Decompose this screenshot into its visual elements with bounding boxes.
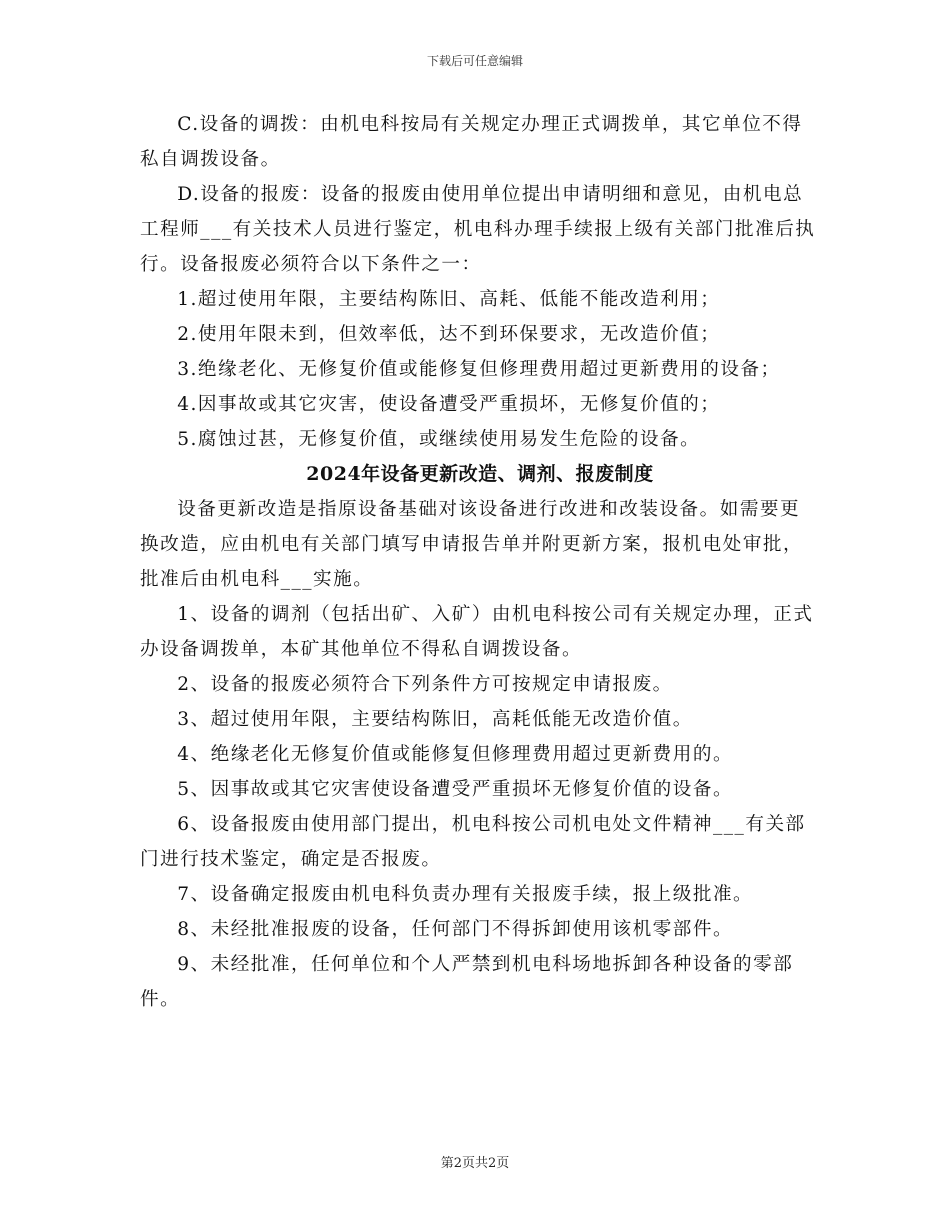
page-header: 下载后可任意编辑: [426, 54, 523, 68]
paragraph-equipment-transfer: C.设备的调拨：由机电科按局有关规定办理正式调拨单，其它单位不得私自调拨设备。: [140, 114, 803, 170]
scrap-condition-5: 5.腐蚀过甚，无修复价值，或继续使用易发生危险的设备。: [177, 429, 701, 450]
rule-item-4: 4、绝缘老化无修复价值或能修复但修理费用超过更新费用的。: [177, 744, 734, 765]
rule-item-9: 9、未经批准，任何单位和个人严禁到机电科场地拆卸各种设备的零部件。: [140, 954, 794, 1010]
rule-item-2: 2、设备的报废必须符合下列条件方可按规定申请报废。: [177, 674, 673, 695]
rule-item-6: 6、设备报废由使用部门提出，机电科按公司机电处文件精神___有关部门进行技术鉴定，确定是否报废。: [140, 814, 806, 870]
rule-item-5: 5、因事故或其它灾害使设备遭受严重损坏无修复价值的设备。: [177, 779, 734, 800]
rule-item-3: 3、超过使用年限，主要结构陈旧，高耗低能无改造价值。: [177, 709, 693, 730]
scrap-condition-3: 3.绝缘老化、无修复价值或能修复但修理费用超过更新费用的设备；: [177, 359, 781, 380]
rule-item-8: 8、未经批准报废的设备，任何部门不得拆卸使用该机零部件。: [177, 919, 734, 940]
section-title: 2024年设备更新改造、调剂、报废制度: [306, 463, 654, 485]
paragraph-equipment-scrap: D.设备的报废：设备的报废由使用单位提出申请明细和意见，由机电总工程师___有关技术人员进行鉴定，机电科办理手续报上级有关部门批准后执行。设备报废必须符合以下条件之一：: [140, 184, 816, 275]
scrap-condition-1: 1.超过使用年限，主要结构陈旧、高耗、低能不能改造利用；: [177, 289, 721, 310]
rule-item-7: 7、设备确定报废由机电科负责办理有关报废手续，报上级批准。: [177, 884, 754, 905]
document-body: [140, 107, 820, 1017]
scrap-condition-2: 2.使用年限未到，但效率低，达不到环保要求，无改造价值；: [177, 324, 721, 345]
scrap-condition-4: 4.因事故或其它灾害，使设备遭受严重损坏，无修复价值的；: [177, 394, 721, 415]
rule-item-1: 1、设备的调剂（包括出矿、入矿）由机电科按公司有关规定办理，正式办设备调拨单，本矿其他单位不得私自调拨设备。: [140, 604, 814, 660]
paragraph-intro: 设备更新改造是指原设备基础对该设备进行改进和改装设备。如需要更换改造，应由机电有关部门填写申请报告单并附更新方案，报机电处审批，批准后由机电科___实施。: [140, 499, 804, 590]
page-footer: 第2页共2页: [440, 1156, 510, 1171]
